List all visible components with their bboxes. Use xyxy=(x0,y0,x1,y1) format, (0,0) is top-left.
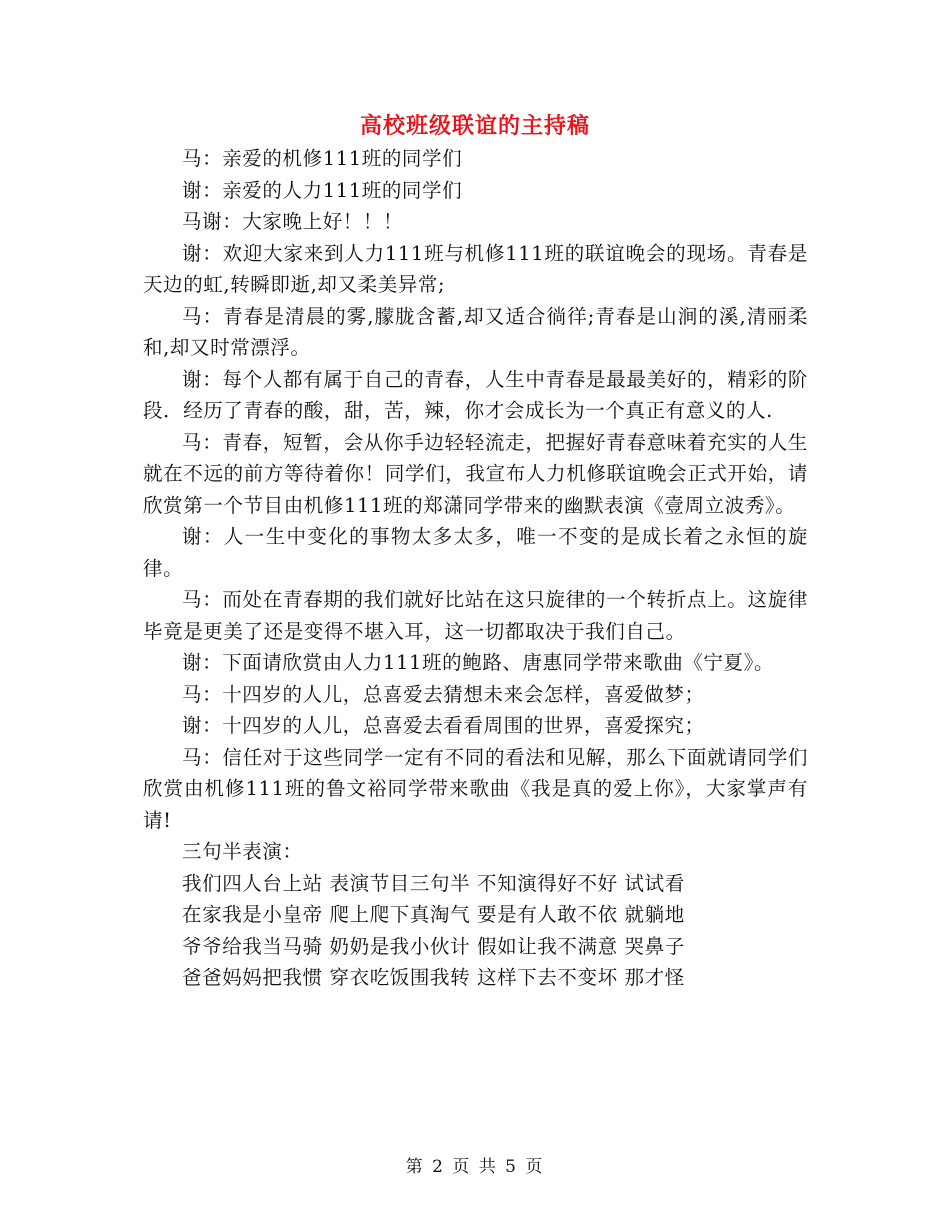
paragraph: 谢：人一生中变化的事物太多太多，唯一不变的是成长着之永恒的旋律。 xyxy=(143,525,808,580)
verse-line: 爸爸妈妈把我惯 穿衣吃饭围我转 这样下去不变坏 那才怪 xyxy=(182,966,685,989)
paragraph: 马：十四岁的人儿，总喜爱去猜想未来会怎样，喜爱做梦； xyxy=(182,682,705,706)
document-title: 高校班级联谊的主持稿 xyxy=(359,113,590,139)
paragraph: 谢：十四岁的人儿，总喜爱去看看周围的世界，喜爱探究； xyxy=(182,714,705,737)
paragraph: 马：青春，短暂，会从你手边轻轻流走，把握好青春意味着充实的人生就在不远的前方等待着你！同学们，我宣布人力机修联谊晚会正式开始，请欣赏第一个节目由机修111班的郑潇同学带来的幽默表演《壹周立波秀》。 xyxy=(143,430,808,517)
paragraph: 谢：每个人都有属于自己的青春，人生中青春是最最美好的，精彩的阶段．经历了青春的酸，甜，苦，辣，你才会成长为一个真正有意义的人. xyxy=(143,367,808,422)
paragraph: 马：而处在青春期的我们就好比站在这只旋律的一个转折点上。这旋律毕竟是更美了还是变得不堪入耳，这一切都取决于我们自己。 xyxy=(143,588,808,643)
paragraph: 马：信任对于这些同学一定有不同的看法和见解，那么下面就请同学们欣赏由机修111班的鲁文裕同学带来歌曲《我是真的爱上你》，大家掌声有请! xyxy=(143,745,808,832)
paragraph: 马：青春是清晨的雾,朦胧含蓄,却又适合徜徉;青春是山涧的溪,清丽柔和,却又时常漂浮。 xyxy=(143,304,808,359)
verse-line: 在家我是小皇帝 爬上爬下真淘气 要是有人敢不依 就躺地 xyxy=(182,903,685,926)
paragraph: 谢：亲爱的人力111班的同学们 xyxy=(182,178,463,202)
paragraph: 谢：下面请欣赏由人力111班的鲍路、唐惠同学带来歌曲《宁夏》。 xyxy=(182,651,775,674)
paragraph: 谢：欢迎大家来到人力111班与机修111班的联谊晚会的现场。青春是天边的虹,转瞬即逝,却又柔美异常; xyxy=(143,241,808,296)
paragraph: 三句半表演： xyxy=(182,840,303,863)
page-number-footer: 第 2 页 共 5 页 xyxy=(405,1157,545,1177)
verse-line: 爷爷给我当马骑 奶奶是我小伙计 假如让我不满意 哭鼻子 xyxy=(182,934,685,958)
paragraph: 马：亲爱的机修111班的同学们 xyxy=(182,147,463,170)
document-body xyxy=(143,143,808,994)
verse-line: 我们四人台上站 表演节目三句半 不知演得好不好 试试看 xyxy=(182,871,685,895)
paragraph: 马谢：大家晚上好！！！ xyxy=(182,210,404,233)
